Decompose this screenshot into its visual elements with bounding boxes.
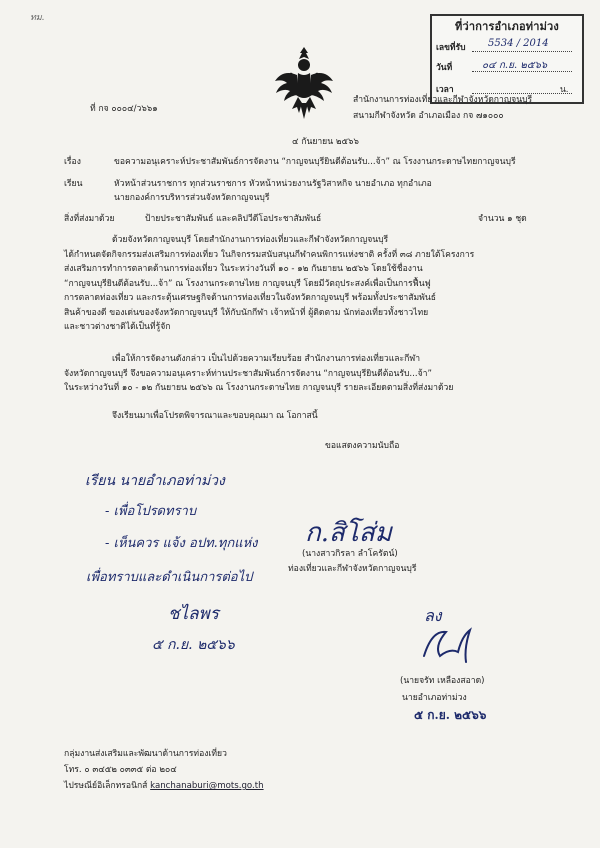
body-line: ในระหว่างวันที่ ๑๐ - ๑๒ กันยายน ๒๕๖๖ ณ โรงงานกระดาษไทย กาญจนบุรี รายละเอียดตามสิ่งที่ส่งมาด้วย bbox=[64, 383, 454, 393]
stamp-value: ๐๔ ก.ย. ๒๕๖๖ bbox=[482, 60, 548, 71]
note-signature: ชไลพร bbox=[168, 604, 219, 624]
subject-label: เรื่อง bbox=[64, 157, 81, 167]
approval-initials: ลง bbox=[424, 606, 442, 625]
addressee-label: เรียน bbox=[64, 179, 83, 189]
approval-name: (นายจรัท เหลืองสอาด) bbox=[400, 676, 485, 686]
addressee-line-1: หัวหน้าส่วนราชการ ทุกส่วนราชการ หัวหน้าหน่วยงานรัฐวิสาหกิจ นายอำเภอ ทุกอำเภอ bbox=[114, 179, 432, 189]
closing-text: ขอแสดงความนับถือ bbox=[325, 441, 400, 451]
stamp-label: เวลา bbox=[436, 85, 454, 95]
ref-number: ที่ กจ ๐๐๐๔/ว๖๖๑ bbox=[90, 104, 158, 114]
stamp-label: เลขที่รับ bbox=[436, 43, 466, 53]
corner-mark: ทม. bbox=[30, 13, 45, 23]
enclosure-qty: จำนวน ๑ ชุด bbox=[478, 214, 527, 224]
addressee-line-2: นายกองค์การบริหารส่วนจังหวัดกาญจนบุรี bbox=[114, 193, 270, 203]
sender-signature: ก.สิโส่ม bbox=[305, 518, 392, 548]
letter-date: ๔ กันยายน ๒๕๖๖ bbox=[292, 137, 359, 147]
body-line: สินค้าของดี ของเด่นของจังหวัดกาญจนบุรี ให้กับนักกีฬา เจ้าหน้าที่ ผู้ติดตาม นักท่องเที่ยวทั้งชาวไทย bbox=[64, 307, 429, 318]
handwritten-note-line: เพื่อทราบและดำเนินการต่อไป bbox=[86, 570, 253, 585]
body-paragraph-1 bbox=[64, 233, 474, 335]
note-date: ๕ ก.ย. ๒๕๖๖ bbox=[152, 637, 235, 653]
body-paragraph-2 bbox=[64, 352, 453, 396]
closing-request: จึงเรียนมาเพื่อโปรดพิจารณาและขอบคุณมา ณ โอกาสนี้ bbox=[112, 411, 318, 421]
body-line: ส่งเสริมการทำการตลาดด้านการท่องเที่ยว ในระหว่างวันที่ ๑๐ - ๑๒ กันยายน ๒๕๖๖ โดยใช้ชื่องาน bbox=[64, 264, 423, 274]
enclosure-text: ป้ายประชาสัมพันธ์ และคลิปวีดีโอประชาสัมพันธ์ bbox=[145, 214, 322, 224]
body-line: ด้วยจังหวัดกาญจนบุรี โดยสำนักงานการท่องเที่ยวและกีฬาจังหวัดกาญจนบุรี bbox=[112, 235, 389, 245]
subject-text: ขอความอนุเคราะห์ประชาสัมพันธ์การจัดงาน “กาญจนบุรียินดีต้อนรับ...จ้า” ณ โรงงานกระดาษไทยกาญจนบุรี bbox=[114, 157, 516, 167]
signer-name: (นางสาวกิรลา ลำโครัตน์) bbox=[302, 549, 398, 559]
garuda-emblem-icon bbox=[272, 45, 336, 121]
stamp-suffix: น. bbox=[560, 85, 569, 95]
body-line: และชาวต่างชาติได้เป็นที่รู้จัก bbox=[64, 322, 171, 332]
office-name: สำนักงานการท่องเที่ยวและกีฬาจังหวัดกาญจนบุรี bbox=[353, 95, 533, 105]
approval-signature-icon bbox=[418, 626, 478, 666]
footer-tel: โทร. ๐ ๓๔๕๒ ๐๓๓๕ ต่อ ๒๐๔ bbox=[64, 765, 177, 775]
footer-office: กลุ่มงานส่งเสริมและพัฒนาด้านการท่องเที่ยว bbox=[64, 749, 227, 759]
body-line: “กาญจนบุรียินดีต้อนรับ...จ้า” ณ โรงงานกระดาษไทย กาญจนบุรี โดยมีวัตถุประสงค์เพื่อเป็นการฟื้นฟู bbox=[64, 278, 431, 289]
body-line: จังหวัดกาญจนบุรี จึงขอความอนุเคราะห์ท่านประชาสัมพันธ์การจัดงาน “กาญจนบุรียินดีต้อนรับ...จ้า” bbox=[64, 368, 432, 379]
signer-title: ท่องเที่ยวและกีฬาจังหวัดกาญจนบุรี bbox=[288, 564, 417, 574]
office-address: สนามกีฬาจังหวัด อำเภอเมือง กจ ๗๑๐๐๐ bbox=[353, 111, 504, 121]
handwritten-note-line: เรียน นายอำเภอท่าม่วง bbox=[85, 473, 225, 489]
approval-title: นายอำเภอท่าม่วง bbox=[402, 693, 467, 703]
body-line: การตลาดท่องเที่ยว และกระตุ้นเศรษฐกิจด้านการท่องเที่ยวในจังหวัดกาญจนบุรี พร้อมทั้งประชาสัมพันธ์ bbox=[64, 293, 436, 303]
receipt-stamp bbox=[430, 14, 584, 104]
enclosure-label: สิ่งที่ส่งมาด้วย bbox=[64, 214, 115, 224]
approval-date: ๕ ก.ย. ๒๕๖๖ bbox=[414, 708, 487, 722]
footer-email-link[interactable]: kanchanaburi@mots.go.th bbox=[150, 781, 264, 791]
handwritten-note-line: - เห็นควร แจ้ง อปท.ทุกแห่ง bbox=[105, 536, 258, 551]
handwritten-note-line: - เพื่อโปรดทราบ bbox=[105, 504, 197, 519]
body-line: ได้กำหนดจัดกิจกรรมส่งเสริมการท่องเที่ยว ในกิจกรรมสนับสนุนกีฬาคนพิการแห่งชาติ ครั้งที่ ๓๘ ภายใต้โครงการ bbox=[64, 249, 475, 260]
stamp-label: วันที่ bbox=[436, 63, 453, 73]
stamp-title: ที่ว่าการอำเภอท่าม่วง bbox=[455, 20, 559, 33]
footer-email-row bbox=[64, 780, 264, 793]
body-line: เพื่อให้การจัดงานดังกล่าว เป็นไปด้วยความเรียบร้อย สำนักงานการท่องเที่ยวและกีฬา bbox=[112, 354, 421, 364]
footer-email-label: ไปรษณีย์อิเล็กทรอนิกส์ bbox=[64, 781, 148, 791]
stamp-value: 5534 / 2014 bbox=[488, 38, 549, 49]
